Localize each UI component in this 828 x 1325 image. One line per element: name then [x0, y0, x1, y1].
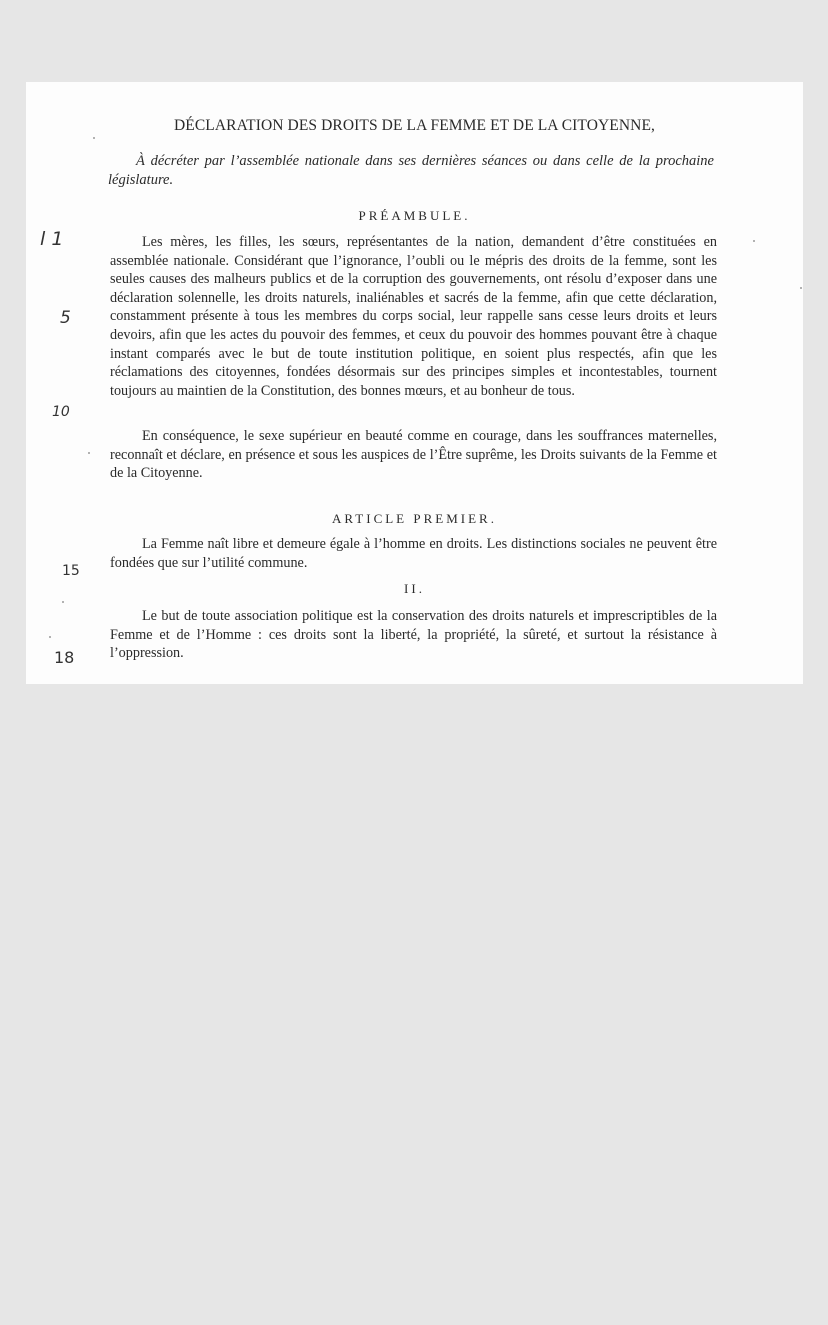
margin-note-line-5: 5 [60, 308, 71, 328]
preamble-heading: PRÉAMBULE. [358, 208, 471, 223]
article-2-text: Le but de toute association politique est la conservation des droits naturels et imprescriptibles de la Femme et de l’Homme : ces droits sont la liberté, la propriété, la sûreté, et surtout la résistance à l’oppression. [110, 608, 717, 662]
preamble-paragraph-1: Les mères, les filles, les sœurs, représentantes de la nation, demandent d’être constituées en assemblée nationale. Considérant que l’ignorance, l’oubli ou le mépris des droits de la femme, sont les seules causes des malheurs publics et de la corruption des gouvernements, ont résolu d’exposer dans une déclaration solennelle, les droits naturels, inaliénables et sacrés de la femme, afin que cette déclaration, constamment présente à tous les membres du corps social, leur rappelle sans cesse leurs droits et leurs devoirs, afin que les actes du pouvoir des femmes, et ceux du pouvoir des hommes pouvant être à chaque instant comparés avec le but de toute institution politique, en soient plus respectés, afin que les réclamations des citoyennes, fondées désormais sur des principes simples et incontestables, tournent toujours au maintien de la Constitution, des bonnes mœurs, et au bonheur de tous. [110, 234, 717, 399]
article-1-heading: ARTICLE PREMIER. [332, 511, 497, 526]
margin-note-line-18: 18 [54, 648, 75, 667]
scan-speck [753, 240, 755, 242]
margin-note-line-1: l 1 [40, 228, 64, 250]
document-subtitle: À décréter par l’assemblée nationale dans ses dernières séances ou dans celle de la prochaine législature. [108, 153, 714, 188]
scan-speck [62, 601, 64, 603]
document-page [26, 82, 803, 684]
scan-speck [49, 636, 51, 638]
scan-speck [93, 137, 95, 139]
margin-note-line-15: 15 [62, 563, 80, 579]
margin-note-line-10: 10 [52, 404, 70, 420]
article-2-heading: II. [404, 581, 425, 596]
preamble-paragraph-2: En conséquence, le sexe supérieur en beauté comme en courage, dans les souffrances maternelles, reconnaît et déclare, en présence et sous les auspices de l’Être suprême, les Droits suivants de la Femme et de la Citoyenne. [110, 428, 717, 482]
document-title: DÉCLARATION DES DROITS DE LA FEMME ET DE LA CITOYENNE, [173, 117, 655, 134]
article-1-text: La Femme naît libre et demeure égale à l’homme en droits. Les distinctions sociales ne peuvent être fondées que sur l’utilité commune. [110, 536, 717, 571]
scan-speck [88, 452, 90, 454]
scan-speck [800, 287, 802, 289]
